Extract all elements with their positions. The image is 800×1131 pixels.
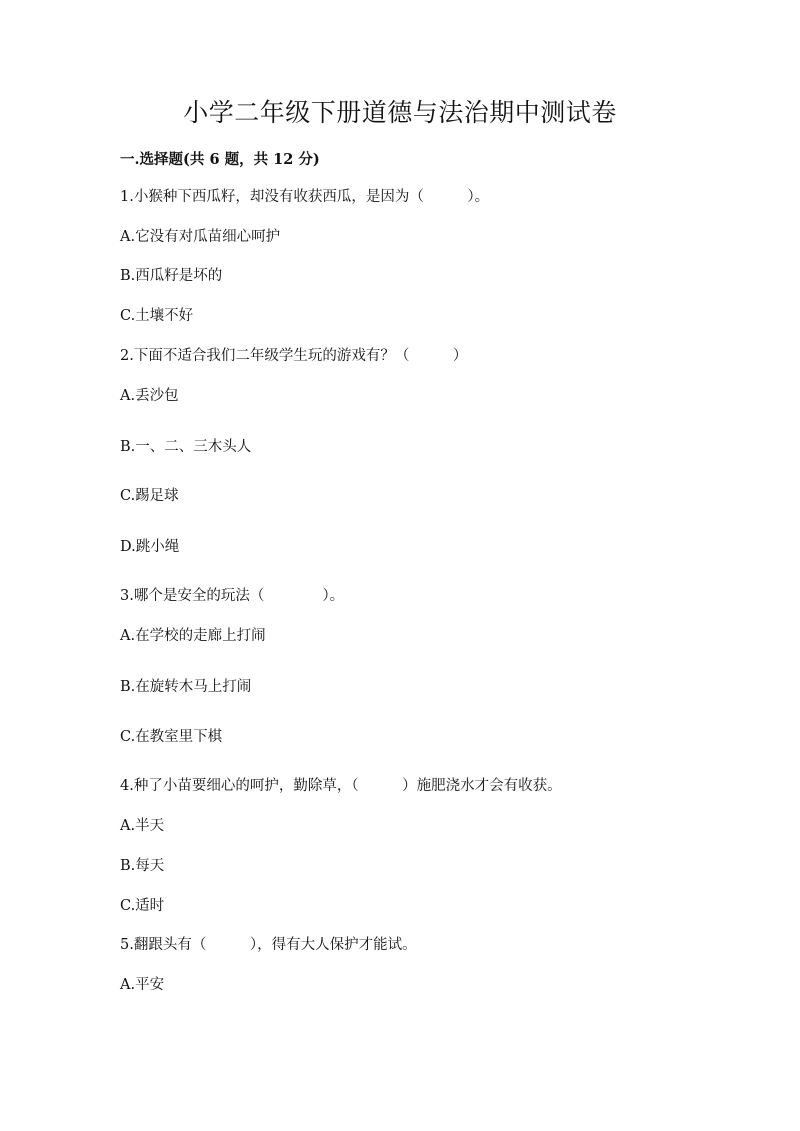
section-heading: 一.选择题(共 6 题，共 12 分) — [120, 151, 320, 168]
question-1-stem: 1.小猴种下西瓜籽，却没有收获西瓜，是因为（ ）。 — [120, 189, 490, 205]
question-3-option-b: B.在旋转木马上打闹 — [120, 679, 252, 695]
question-2-option-a: A.丢沙包 — [120, 388, 179, 404]
question-4-option-c: C.适时 — [120, 898, 165, 914]
question-2-option-c: C.踢足球 — [120, 488, 179, 504]
page-title: 小学二年级下册道德与法治期中测试卷 — [183, 98, 617, 127]
question-2-stem: 2.下面不适合我们二年级学生玩的游戏有？（ ） — [120, 348, 468, 364]
question-3-option-a: A.在学校的走廊上打闹 — [120, 628, 266, 644]
question-1-option-a: A.它没有对瓜苗细心呵护 — [120, 229, 281, 245]
question-5-option-a: A.平安 — [120, 977, 165, 993]
question-4-stem: 4.种了小苗要细心的呵护，勤除草，（ ）施肥浇水才会有收获。 — [120, 778, 562, 794]
question-4-option-b: B.每天 — [120, 858, 165, 874]
question-3-stem: 3.哪个是安全的玩法（ ）。 — [120, 588, 345, 604]
question-2-option-d: D.跳小绳 — [120, 539, 180, 555]
question-3-option-c: C.在教室里下棋 — [120, 729, 223, 745]
question-2-option-b: B.一、二、三木头人 — [120, 439, 252, 455]
question-1-option-c: C.土壤不好 — [120, 308, 194, 324]
question-4-option-a: A.半天 — [120, 818, 165, 834]
question-5-stem: 5.翻跟头有（ ），得有大人保护才能试。 — [120, 937, 417, 953]
question-1-option-b: B.西瓜籽是坏的 — [120, 268, 223, 284]
